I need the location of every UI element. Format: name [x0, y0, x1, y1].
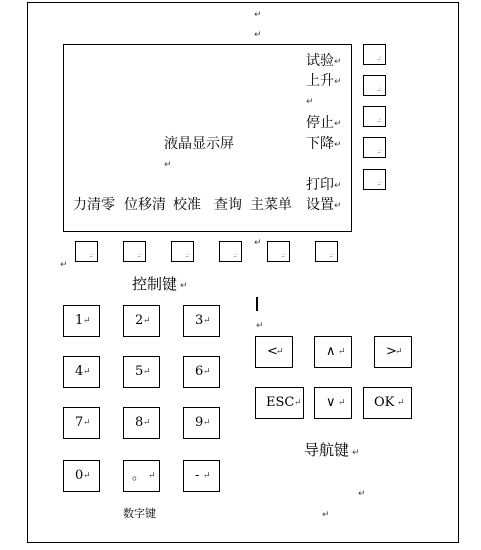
paragraph-mark: ↵	[164, 160, 172, 170]
key-minus[interactable]	[183, 460, 220, 492]
key-5[interactable]	[123, 356, 160, 388]
lcd-label-test: 试验	[306, 53, 334, 69]
paragraph-mark: ↵	[203, 316, 211, 326]
key-label: >	[386, 344, 397, 359]
key-9[interactable]	[183, 407, 220, 439]
paragraph-mark: ↵	[203, 367, 211, 377]
navigation-keys-label: 导航键	[304, 441, 350, 459]
bottom-key-2[interactable]	[123, 241, 146, 262]
key-label: <	[267, 344, 278, 359]
key-label: 8	[135, 415, 144, 430]
paragraph-mark: ↵	[306, 97, 314, 107]
lcd-label-up: 上升	[306, 73, 334, 89]
paragraph-mark: ↵	[358, 489, 366, 499]
numeric-keys-label: 数字键	[123, 507, 156, 520]
paragraph-mark: ↵	[180, 281, 188, 291]
side-key-2[interactable]	[363, 75, 386, 96]
paragraph-mark: ↵	[352, 448, 360, 458]
key-label: ∨	[326, 395, 336, 410]
key-label: 0	[75, 468, 84, 483]
key-mark: .:	[377, 148, 381, 155]
side-key-5[interactable]	[363, 169, 386, 190]
paragraph-mark: ↵	[203, 471, 211, 481]
paragraph-mark: ↵	[143, 316, 151, 326]
key-label: -	[195, 468, 200, 483]
side-key-3[interactable]	[363, 106, 386, 127]
key-mark: .:	[281, 252, 285, 259]
paragraph-mark: ↵	[334, 119, 342, 129]
key-4[interactable]	[63, 356, 100, 388]
key-2[interactable]	[123, 305, 160, 337]
side-key-1[interactable]	[363, 44, 386, 65]
key-decimal-point[interactable]	[123, 460, 160, 492]
key-label: 。	[132, 468, 146, 483]
paragraph-mark: ↵	[83, 418, 91, 428]
key-7[interactable]	[63, 407, 100, 439]
key-mark: .:	[137, 252, 141, 259]
lcd-label-down: 下降	[306, 136, 334, 152]
bottom-key-4[interactable]	[219, 241, 242, 262]
paragraph-mark: ↵	[338, 347, 346, 357]
key-label: 6	[195, 364, 204, 379]
paragraph-mark: ↵	[143, 367, 151, 377]
paragraph-mark: ↵	[148, 471, 156, 481]
key-label: 9	[195, 415, 204, 430]
text-cursor	[256, 297, 258, 311]
paragraph-mark: ↵	[395, 347, 403, 357]
key-mark: .:	[185, 252, 189, 259]
paragraph-mark: ↵	[143, 418, 151, 428]
lcd-label-query: 查询	[214, 197, 242, 213]
key-8[interactable]	[123, 407, 160, 439]
paragraph-mark: ↵	[338, 398, 346, 408]
key-label: 1	[75, 313, 84, 328]
key-mark: .:	[329, 252, 333, 259]
nav-left-key[interactable]	[255, 336, 293, 368]
paragraph-mark: ↵	[203, 418, 211, 428]
paragraph-mark: ↵	[60, 260, 68, 270]
key-label: OK	[374, 395, 395, 410]
paragraph-mark: ↵	[334, 140, 342, 150]
lcd-label-calibrate: 校准	[173, 197, 201, 213]
paragraph-mark: ↵	[294, 398, 302, 408]
key-label: 5	[135, 364, 144, 379]
key-label: 4	[75, 364, 84, 379]
side-key-4[interactable]	[363, 137, 386, 158]
lcd-label-stop: 停止	[306, 115, 334, 131]
key-6[interactable]	[183, 356, 220, 388]
key-label: 7	[75, 415, 84, 430]
nav-esc-key[interactable]	[255, 387, 304, 419]
paragraph-mark: ↵	[83, 316, 91, 326]
nav-down-key[interactable]	[314, 387, 352, 419]
paragraph-mark: ↵	[83, 367, 91, 377]
key-1[interactable]	[63, 305, 100, 337]
key-mark: .:	[233, 252, 237, 259]
lcd-label-main-menu: 主菜单	[250, 197, 292, 213]
key-label: 3	[195, 313, 204, 328]
paragraph-mark: ↵	[334, 57, 342, 67]
paragraph-mark: ↵	[334, 77, 342, 87]
bottom-key-3[interactable]	[171, 241, 194, 262]
paragraph-mark: ↵	[83, 471, 91, 481]
nav-up-key[interactable]	[314, 336, 352, 368]
key-label: 2	[135, 313, 144, 328]
paragraph-mark: ↵	[254, 238, 262, 248]
bottom-key-5[interactable]	[267, 241, 290, 262]
key-mark: .:	[377, 117, 381, 124]
key-0[interactable]	[63, 460, 100, 492]
paragraph-mark: ↵	[256, 321, 264, 331]
key-mark: .:	[89, 252, 93, 259]
screen-label: 液晶显示屏	[164, 136, 234, 152]
paragraph-mark: ↵	[334, 181, 342, 191]
key-label: ESC	[266, 395, 295, 410]
paragraph-mark: ↵	[397, 398, 405, 408]
nav-ok-key[interactable]	[363, 387, 412, 419]
paragraph-mark: ↵	[254, 30, 262, 40]
paragraph-mark: ↵	[254, 10, 262, 20]
paragraph-mark: ↵	[276, 347, 284, 357]
key-mark: .:	[377, 86, 381, 93]
key-3[interactable]	[183, 305, 220, 337]
control-keys-label: 控制键	[132, 275, 178, 293]
key-label: ∧	[326, 344, 336, 359]
lcd-label-force-zero: 力清零	[73, 197, 115, 213]
paragraph-mark: ↵	[334, 201, 342, 211]
lcd-label-settings: 设置	[306, 197, 334, 213]
bottom-key-6[interactable]	[315, 241, 338, 262]
bottom-key-1[interactable]	[75, 241, 98, 262]
nav-right-key[interactable]	[374, 336, 412, 368]
key-mark: .:	[377, 55, 381, 62]
lcd-label-displacement-clear: 位移清	[124, 197, 166, 213]
key-mark: .:	[377, 180, 381, 187]
lcd-label-print: 打印	[306, 177, 334, 193]
paragraph-mark: ↵	[322, 510, 330, 520]
